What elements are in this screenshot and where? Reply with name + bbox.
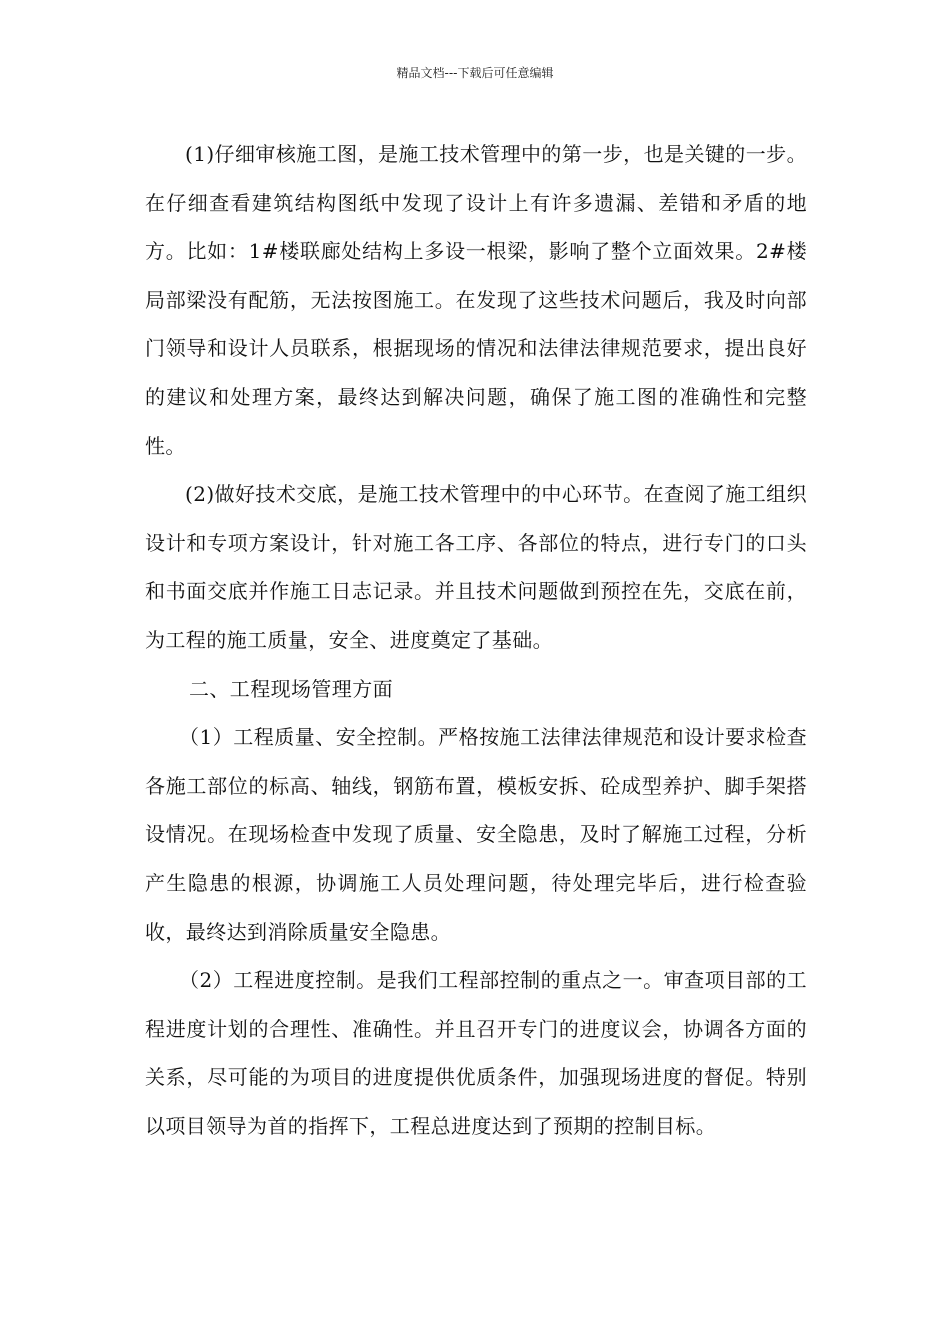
section-heading-site-management: 二、工程现场管理方面: [189, 676, 393, 701]
paragraph-progress-control: （2）工程进度控制。是我们工程部控制的重点之一。审查项目部的工程进度计划的合理性、准确性。并且召开专门的进度议会，协调各方面的关系，尽可能的为项目的进度提供优质条件，加强现场进度的督促。特别以项目领导为首的指挥下，工程总进度达到了预期的控制目标。: [145, 968, 807, 1138]
paragraph-quality-safety-control: （1）工程质量、安全控制。严格按施工法律法律规范和设计要求检查各施工部位的标高、轴线，钢筋布置，模板安拆、砼成型养护、脚手架搭设情况。在现场检查中发现了质量、安全隐患，及时了解施工过程，分析产生隐患的根源，协调施工人员处理问题，待处理完毕后，进行检查验收，最终达到消除质量安全隐患。: [145, 725, 807, 944]
document-body: [145, 130, 807, 1150]
paragraph-construction-drawing-review: (1)仔细审核施工图，是施工技术管理中的第一步，也是关键的一步。在仔细查看建筑结构图纸中发现了设计上有许多遗漏、差错和矛盾的地方。比如：1#楼联廊处结构上多设一根梁，影响了整个立面效果。2#楼局部梁没有配筋，无法按图施工。在发现了这些技术问题后，我及时向部门领导和设计人员联系，根据现场的情况和法律法律规范要求，提出良好的建议和处理方案，最终达到解决问题，确保了施工图的准确性和完整性。: [145, 142, 807, 458]
page-header: 精品文档---下载后可任意编辑: [396, 66, 554, 80]
paragraph-technical-briefing: (2)做好技术交底，是施工技术管理中的中心环节。在查阅了施工组织设计和专项方案设计，针对施工各工序、各部位的特点，进行专门的口头和书面交底并作施工日志记录。并且技术问题做到预控在先，交底在前，为工程的施工质量，安全、进度奠定了基础。: [145, 482, 807, 652]
